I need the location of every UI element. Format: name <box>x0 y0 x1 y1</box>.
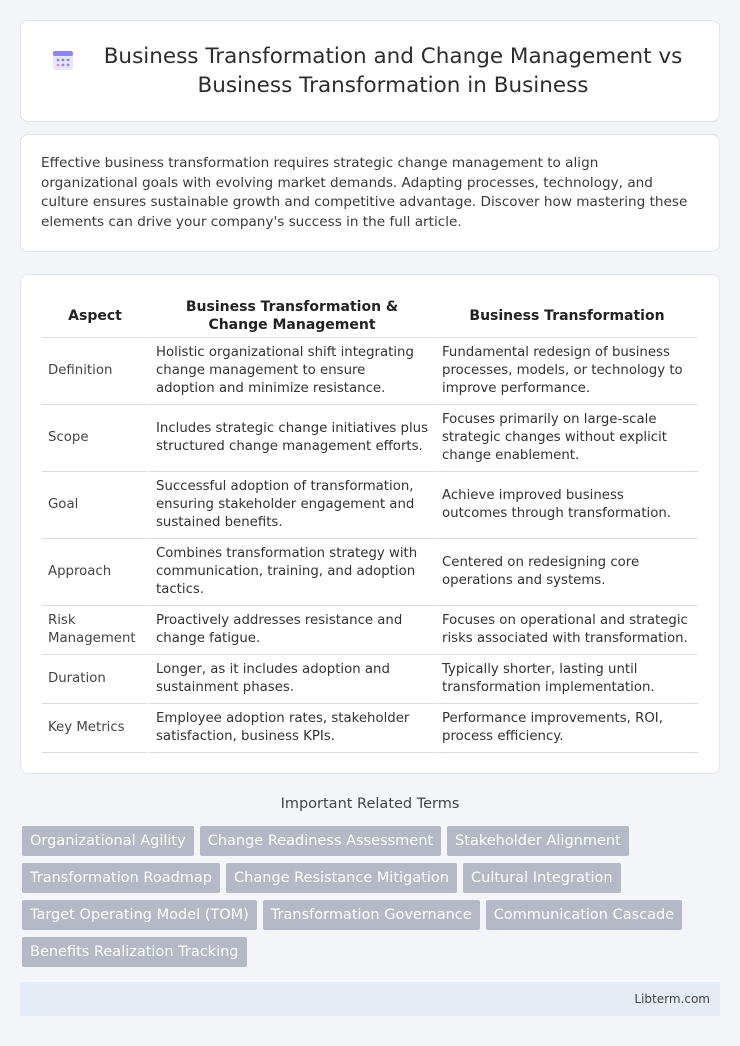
table-row <box>42 405 698 472</box>
table-row <box>42 606 698 655</box>
related-term-tag[interactable]: Communication Cascade <box>486 900 682 930</box>
related-term-tag[interactable]: Transformation Roadmap <box>22 863 220 893</box>
table-header-row <box>42 295 698 338</box>
table-row <box>42 539 698 606</box>
table-row <box>42 704 698 753</box>
table-row <box>42 655 698 704</box>
cell-bt: Performance improvements, ROI, process efficiency. <box>434 704 698 753</box>
related-terms-list <box>22 826 720 967</box>
intro-text: Effective business transformation requires strategic change management to align organizational goals with evolving market demands. Adapting processes, technology, and culture ensures sustainable growth and competitive advantage. Discover how mastering these elements can drive your company's success in the full article. <box>41 155 688 230</box>
related-term-tag[interactable]: Transformation Governance <box>263 900 480 930</box>
related-term-tag[interactable]: Change Readiness Assessment <box>200 826 441 856</box>
cell-aspect: Duration <box>42 655 148 704</box>
related-terms-title: Important Related Terms <box>280 796 460 812</box>
cell-btcm: Longer, as it includes adoption and sustainment phases. <box>148 655 434 704</box>
cell-btcm: Combines transformation strategy with communication, training, and adoption tactics. <box>148 539 434 606</box>
comparison-table <box>42 295 698 753</box>
cell-btcm: Successful adoption of transformation, ensuring stakeholder engagement and sustained benefits. <box>148 472 434 539</box>
cell-aspect: Goal <box>42 472 148 539</box>
header-aspect: Aspect <box>42 295 148 338</box>
table-row <box>42 472 698 539</box>
cell-btcm: Includes strategic change initiatives plus structured change management efforts. <box>148 405 434 472</box>
calendar-grid-icon <box>51 48 75 72</box>
cell-aspect: Approach <box>42 539 148 606</box>
cell-bt: Centered on redesigning core operations and systems. <box>434 539 698 606</box>
intro-card <box>20 134 720 252</box>
cell-bt: Focuses primarily on large-scale strategic changes without explicit change enablement. <box>434 405 698 472</box>
header-bt: Business Transformation <box>434 295 698 338</box>
related-term-tag[interactable]: Change Resistance Mitigation <box>226 863 457 893</box>
related-term-tag[interactable]: Cultural Integration <box>463 863 621 893</box>
cell-btcm: Employee adoption rates, stakeholder satisfaction, business KPIs. <box>148 704 434 753</box>
cell-bt: Typically shorter, lasting until transformation implementation. <box>434 655 698 704</box>
related-term-tag[interactable]: Stakeholder Alignment <box>447 826 629 856</box>
header-card <box>20 20 720 122</box>
page-title: Business Transformation and Change Management vs Business Transformation in Business <box>103 44 683 98</box>
footer <box>20 982 720 1016</box>
table-row <box>42 338 698 405</box>
footer-brand-link[interactable]: Libterm.com <box>634 992 710 1006</box>
related-term-tag[interactable]: Benefits Realization Tracking <box>22 937 247 967</box>
cell-aspect: Scope <box>42 405 148 472</box>
related-term-tag[interactable]: Target Operating Model (TOM) <box>22 900 257 930</box>
cell-bt: Fundamental redesign of business processes, models, or technology to improve performance. <box>434 338 698 405</box>
cell-aspect: Definition <box>42 338 148 405</box>
cell-aspect: Key Metrics <box>42 704 148 753</box>
cell-btcm: Holistic organizational shift integrating change management to ensure adoption and minimize resistance. <box>148 338 434 405</box>
comparison-card <box>20 274 720 774</box>
cell-btcm: Proactively addresses resistance and change fatigue. <box>148 606 434 655</box>
cell-bt: Focuses on operational and strategic risks associated with transformation. <box>434 606 698 655</box>
cell-bt: Achieve improved business outcomes through transformation. <box>434 472 698 539</box>
related-term-tag[interactable]: Organizational Agility <box>22 826 194 856</box>
cell-aspect: Risk Management <box>42 606 148 655</box>
header-btcm: Business Transformation & Change Management <box>148 295 434 338</box>
